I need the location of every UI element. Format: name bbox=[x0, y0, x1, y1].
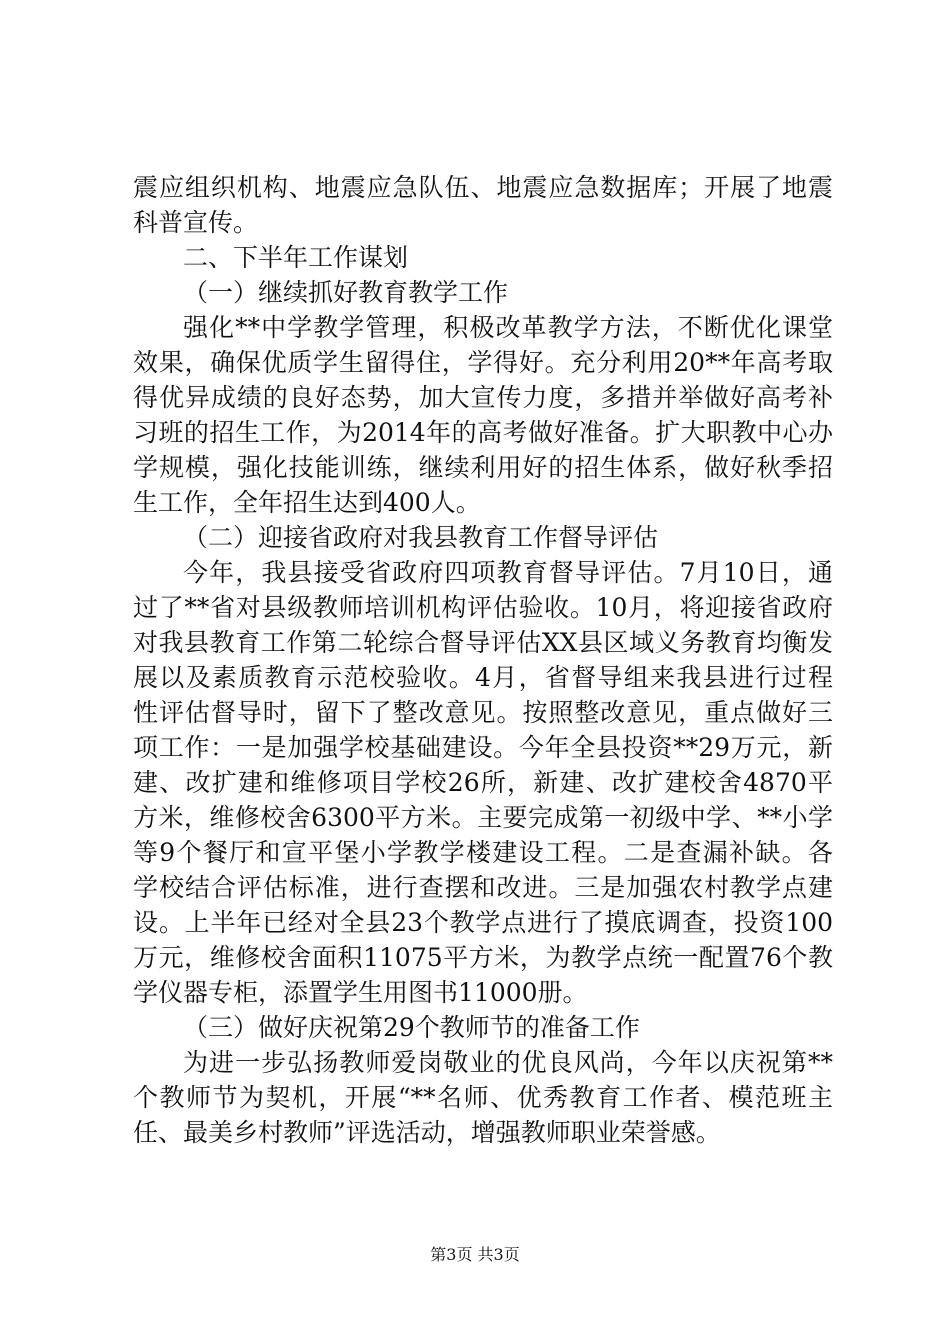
text-line: 过了**省对县级教师培训机构评估验收。10月，将迎接省政府 bbox=[133, 593, 833, 622]
text-line: 个教师节为契机，开展“**名师、优秀教育工作者、模范班主 bbox=[133, 1083, 833, 1112]
section-heading: 二、下半年工作谋划 bbox=[183, 243, 409, 272]
subsection-heading: （一）继续抓好教育教学工作 bbox=[183, 278, 509, 307]
text-line: 得优异成绩的良好态势，加大宣传力度，多措并举做好高考补 bbox=[133, 383, 833, 412]
paragraph-first-line: 强化**中学教学管理，积极改革教学方法，不断优化课堂 bbox=[183, 313, 833, 342]
text-line: 项工作：一是加强学校基础建设。今年全县投资**29万元，新 bbox=[133, 733, 833, 762]
text-line: 学校结合评估标准，进行查摆和改进。三是加强农村教学点建 bbox=[133, 873, 833, 902]
text-line: 展以及素质教育示范校验收。4月，省督导组来我县进行过程 bbox=[133, 663, 833, 692]
text-line: 任、最美乡村教师”评选活动，增强教师职业荣誉感。 bbox=[133, 1118, 721, 1147]
paragraph-first-line: 为进一步弘扬教师爱岗敬业的优良风尚，今年以庆祝第** bbox=[183, 1048, 833, 1077]
text-line: 万元，维修校舍面积11075平方米，为教学点统一配置76个教 bbox=[133, 943, 833, 972]
text-line: 震应组织机构、地震应急队伍、地震应急数据库；开展了地震 bbox=[133, 173, 833, 202]
text-line: 性评估督导时，留下了整改意见。按照整改意见，重点做好三 bbox=[133, 698, 833, 727]
text-line: 对我县教育工作第二轮综合督导评估XX县区域义务教育均衡发 bbox=[133, 628, 833, 657]
text-line: 学仪器专柜，添置学生用图书11000册。 bbox=[133, 978, 588, 1007]
document-body bbox=[133, 170, 833, 1150]
subsection-heading: （三）做好庆祝第29个教师节的准备工作 bbox=[183, 1013, 640, 1042]
text-line: 建、改扩建和维修项目学校26所，新建、改扩建校舍4870平 bbox=[133, 768, 833, 797]
text-line: 习班的招生工作，为2014年的高考做好准备。扩大职教中心办 bbox=[133, 418, 833, 447]
text-line: 效果，确保优质学生留得住，学得好。充分利用20**年高考取 bbox=[133, 348, 833, 377]
text-line: 方米，维修校舍6300平方米。主要完成第一初级中学、**小学 bbox=[133, 803, 833, 832]
text-line: 生工作，全年招生达到400人。 bbox=[133, 488, 481, 517]
text-line: 等9个餐厅和宣平堡小学教学楼建设工程。二是查漏补缺。各 bbox=[133, 838, 833, 867]
text-line: 学规模，强化技能训练，继续利用好的招生体系，做好秋季招 bbox=[133, 453, 833, 482]
page-footer: 第3页 共3页 bbox=[430, 1245, 520, 1264]
text-line: 设。上半年已经对全县23个教学点进行了摸底调查，投资100 bbox=[133, 908, 833, 937]
paragraph-first-line: 今年，我县接受省政府四项教育督导评估。7月10日，通 bbox=[183, 558, 833, 587]
subsection-heading: （二）迎接省政府对我县教育工作督导评估 bbox=[183, 523, 659, 552]
text-line: 科普宣传。 bbox=[133, 208, 259, 237]
